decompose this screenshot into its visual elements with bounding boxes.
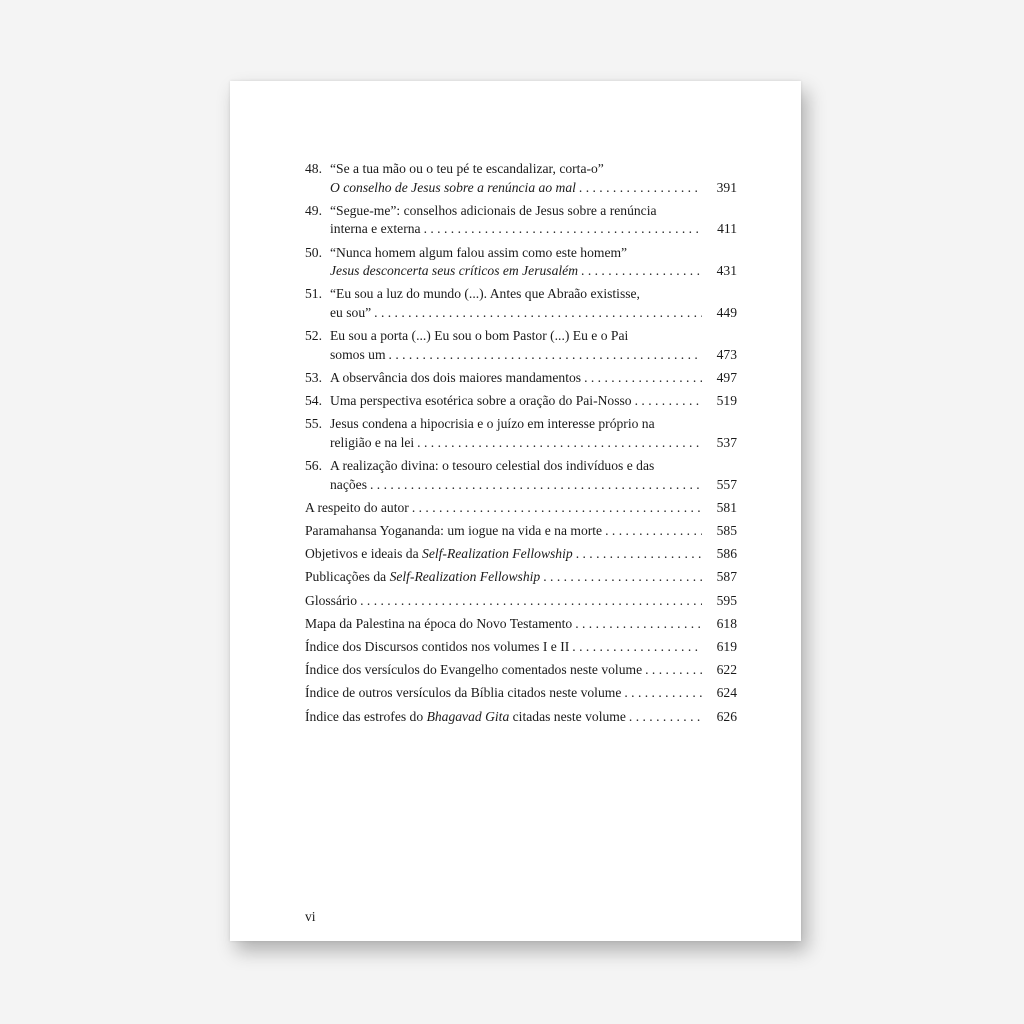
dot-leader [370,476,702,495]
toc-entry-about-author [305,499,737,518]
toc-entry-glossary [305,592,737,611]
entry-title-italic: Self-Realization Fellowship [422,546,573,562]
entry-subtitle: Jesus desconcerta seus críticos em Jerusalém [330,263,579,279]
entry-title: Mapa da Palestina na época do Novo Testamento [305,615,573,631]
table-of-contents [305,160,737,731]
dot-leader [572,638,702,657]
entry-number: 54. [305,393,322,409]
page-number: 497 [716,369,737,385]
dot-leader [412,499,702,518]
entry-title-plain-end: citadas neste volume [509,708,626,724]
entry-title: Glossário [305,592,358,608]
toc-entry-52 [305,327,737,364]
toc-entry-56 [305,457,737,494]
page-folio: vi [305,909,316,924]
dot-leader [584,369,702,388]
toc-entry-yogananda [305,522,737,541]
entry-title: Eu sou a porta (...) Eu sou o bom Pastor (...) Eu e o Pai [330,328,629,344]
dot-leader [645,661,702,680]
entry-title-plain: Índice das estrofes do [305,708,427,724]
dot-leader [624,684,702,703]
dot-leader [374,304,702,323]
entry-number: 49. [305,202,322,218]
entry-title: A realização divina: o tesouro celestial dos indivíduos e das [330,458,655,474]
entry-title-continued: nações [330,476,367,492]
dot-leader [629,708,702,727]
entry-title-continued: religião e na lei [330,434,415,450]
toc-entry-map [305,615,737,634]
book-page [230,81,801,941]
dot-leader [417,434,702,453]
dot-leader [605,522,702,541]
entry-title-continued: interna e externa [330,221,421,237]
entry-number: 56. [305,458,322,474]
entry-title: Jesus condena a hipocrisia e o juízo em interesse próprio na [330,416,655,432]
dot-leader [575,615,702,634]
entry-subtitle: O conselho de Jesus sobre a renúncia ao mal [330,179,576,195]
entry-title: “Nunca homem algum falou assim como este homem” [330,244,628,260]
entry-title-italic: Bhagavad Gita [426,708,510,724]
page-number: 586 [716,546,737,562]
dot-leader [389,346,702,365]
page-number: 537 [716,434,737,450]
page-number: 431 [716,263,737,279]
entry-title: Uma perspectiva esotérica sobre a oração do Pai-Nosso [330,393,632,409]
entry-title-plain: Publicações da [305,569,390,585]
entry-title: Índice de outros versículos da Bíblia citados neste volume [305,685,622,701]
entry-title: Paramahansa Yogananda: um iogue na vida e na morte [305,523,603,539]
page-number: 519 [716,393,737,409]
page-number: 585 [716,523,737,539]
page-number: 557 [716,476,737,492]
entry-title-plain: Objetivos e ideais da [305,546,423,562]
toc-entry-index-gita [305,708,737,727]
dot-leader [579,179,702,198]
entry-title: “Se a tua mão ou o teu pé te escandalizar, corta-o” [330,161,604,176]
toc-entry-49 [305,202,737,239]
dot-leader [581,262,702,281]
entry-title-continued: eu sou” [330,304,372,320]
dot-leader [424,220,702,239]
entry-title: “Segue-me”: conselhos adicionais de Jesus sobre a renúncia [330,202,657,218]
page-number: 391 [716,179,737,195]
dot-leader [576,545,702,564]
entry-title: Índice dos versículos do Evangelho comentados neste volume [305,662,643,678]
entry-title-continued: somos um [330,346,386,362]
toc-entry-publications [305,568,737,587]
toc-entry-53 [305,369,737,388]
page-number: 587 [716,569,737,585]
toc-entry-index-discourses [305,638,737,657]
entry-number: 51. [305,286,322,302]
toc-entry-index-bible-verses [305,684,737,703]
entry-number: 48. [305,161,322,176]
page-number: 626 [716,708,737,724]
toc-entry-55 [305,415,737,452]
dot-leader [635,392,702,411]
toc-entry-objectives [305,545,737,564]
entry-title [305,545,573,564]
entry-title: “Eu sou a luz do mundo (...). Antes que Abraão existisse, [330,286,640,302]
entry-title: A observância dos dois maiores mandamentos [330,369,582,385]
page-number: 581 [716,499,737,515]
entry-title: Índice dos Discursos contidos nos volumes I e II [305,638,570,654]
entry-title: A respeito do autor [305,499,409,515]
entry-number: 53. [305,369,322,385]
entry-number: 50. [305,244,322,260]
page-number: 619 [716,638,737,654]
entry-title-italic: Self-Realization Fellowship [389,569,541,585]
page-number: 622 [716,662,737,678]
entry-title [305,708,626,727]
entry-number: 52. [305,328,322,344]
page-number: 411 [717,221,737,237]
page-number: 595 [716,592,737,608]
toc-entry-48 [305,160,737,197]
toc-entry-index-gospel-verses [305,661,737,680]
entry-title [305,568,540,587]
page-number: 473 [716,346,737,362]
entry-number: 55. [305,416,322,432]
page-number: 618 [716,615,737,631]
dot-leader [543,568,702,587]
toc-entry-51 [305,285,737,322]
toc-entry-54 [305,392,737,411]
page-number: 624 [716,685,737,701]
dot-leader [360,592,702,611]
page-number: 449 [716,304,737,320]
toc-entry-50 [305,244,737,281]
